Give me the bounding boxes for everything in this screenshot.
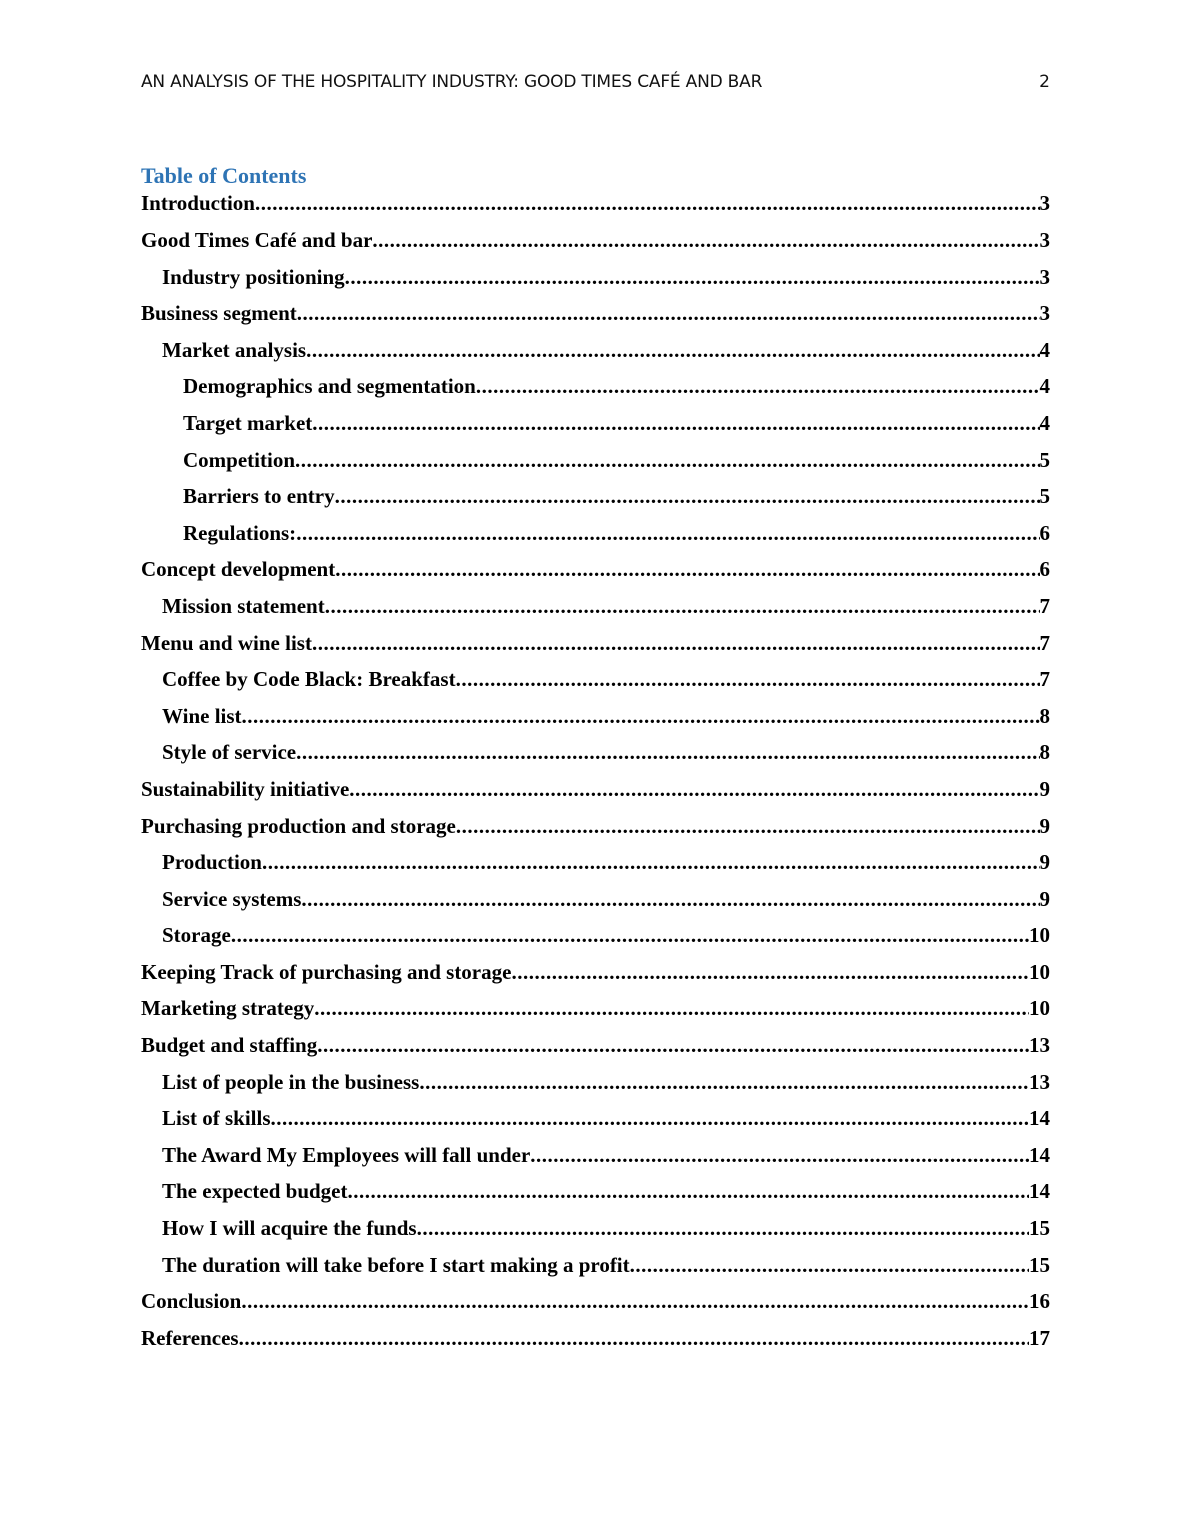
toc-dot-leader bbox=[295, 442, 1040, 479]
toc-entry[interactable] bbox=[141, 1320, 1050, 1357]
toc-entry-label: Coffee by Code Black: Breakfast bbox=[162, 667, 456, 692]
toc-entry-page: 7 bbox=[1039, 593, 1050, 618]
toc-dot-leader bbox=[335, 551, 1039, 588]
toc-entry-label: Target market bbox=[183, 410, 313, 435]
toc-entry-label: Menu and wine list bbox=[141, 630, 312, 655]
toc-entry[interactable] bbox=[141, 368, 1050, 405]
toc-entry[interactable] bbox=[141, 588, 1050, 625]
toc-entry[interactable] bbox=[141, 1247, 1050, 1284]
toc-entry-label: How I will acquire the funds bbox=[162, 1216, 417, 1241]
toc-entry-page: 3 bbox=[1039, 228, 1050, 252]
toc-entry-page: 6 bbox=[1039, 557, 1050, 582]
toc-entry-label: Concept development bbox=[141, 557, 336, 582]
toc-dot-leader bbox=[417, 1210, 1029, 1247]
toc-entry[interactable] bbox=[141, 1173, 1050, 1210]
toc-entry-page: 3 bbox=[1039, 191, 1050, 215]
toc-dot-leader bbox=[456, 808, 1040, 845]
toc-entry[interactable] bbox=[141, 661, 1050, 698]
toc-entry[interactable] bbox=[141, 478, 1050, 515]
toc-entry-label: The Award My Employees will fall under bbox=[162, 1142, 531, 1167]
toc-entry-page: 9 bbox=[1039, 813, 1050, 838]
toc-dot-leader bbox=[231, 917, 1029, 954]
toc-dot-leader bbox=[476, 368, 1040, 405]
toc-entry-label: Production bbox=[162, 850, 262, 875]
toc-entry-page: 10 bbox=[1029, 959, 1050, 984]
toc-dot-leader bbox=[255, 185, 1040, 222]
toc-entry-label: Regulations: bbox=[183, 520, 297, 545]
toc-entry-page: 14 bbox=[1029, 1179, 1050, 1204]
running-header bbox=[141, 72, 1050, 96]
toc-entry-page: 16 bbox=[1029, 1289, 1050, 1314]
toc-dot-leader bbox=[296, 515, 1039, 552]
toc-entry-label: List of people in the business bbox=[162, 1069, 420, 1094]
toc-entry-label: Demographics and segmentation bbox=[183, 374, 476, 399]
toc-entry[interactable] bbox=[141, 1027, 1050, 1064]
toc-entry[interactable] bbox=[141, 222, 1050, 259]
toc-entry-label: References bbox=[141, 1325, 239, 1350]
toc-entry-page: 9 bbox=[1039, 886, 1050, 911]
toc-entry-label: Good Times Café and bar bbox=[141, 228, 373, 252]
toc-dot-leader bbox=[312, 405, 1039, 442]
toc-entry-page: 9 bbox=[1039, 776, 1050, 801]
toc-entry-page: 7 bbox=[1039, 667, 1050, 692]
toc-entry[interactable] bbox=[141, 625, 1050, 662]
toc-entry-label: Introduction bbox=[141, 191, 255, 215]
toc-dot-leader bbox=[372, 222, 1039, 259]
toc-entry[interactable] bbox=[141, 551, 1050, 588]
toc-dot-leader bbox=[306, 332, 1039, 369]
toc-entry-page: 13 bbox=[1029, 1069, 1050, 1094]
toc-entry[interactable] bbox=[141, 515, 1050, 552]
toc-entry-label: Market analysis bbox=[162, 337, 307, 362]
toc-entry-page: 5 bbox=[1039, 484, 1050, 509]
toc-entry-page: 3 bbox=[1039, 301, 1050, 326]
toc-entry[interactable] bbox=[141, 917, 1050, 954]
toc-entry-label: Style of service bbox=[162, 740, 297, 765]
toc-entry-page: 4 bbox=[1039, 337, 1050, 362]
toc-entry-page: 8 bbox=[1039, 703, 1050, 728]
toc-entry-page: 7 bbox=[1039, 630, 1050, 655]
toc-entry-page: 10 bbox=[1029, 923, 1050, 948]
toc-dot-leader bbox=[335, 478, 1040, 515]
toc-entry[interactable] bbox=[141, 698, 1050, 735]
toc-entry[interactable] bbox=[141, 734, 1050, 771]
toc-entry-label: Competition bbox=[183, 447, 295, 472]
toc-entry-label: Mission statement bbox=[162, 593, 325, 618]
toc-dot-leader bbox=[312, 625, 1040, 662]
toc-entry-label: Purchasing production and storage bbox=[141, 813, 456, 838]
toc-dot-leader bbox=[296, 734, 1039, 771]
toc-entry-label: The duration will take before I start making a profit bbox=[162, 1252, 630, 1277]
toc-entry-label: Barriers to entry bbox=[183, 484, 335, 509]
toc-entry-label: Conclusion bbox=[141, 1289, 242, 1314]
toc-entry-label: Service systems bbox=[162, 886, 302, 911]
toc-entry-page: 10 bbox=[1029, 996, 1050, 1021]
toc-entry-label: Wine list bbox=[162, 703, 242, 728]
toc-entry[interactable] bbox=[141, 1283, 1050, 1320]
toc-entry[interactable] bbox=[141, 844, 1050, 881]
toc-entry[interactable] bbox=[141, 442, 1050, 479]
page-number: 2 bbox=[1039, 72, 1050, 92]
toc-entry-page: 9 bbox=[1039, 850, 1050, 875]
toc-entry[interactable] bbox=[141, 954, 1050, 991]
toc-entry[interactable] bbox=[141, 259, 1050, 296]
toc-dot-leader bbox=[325, 588, 1040, 625]
toc-dot-leader bbox=[241, 1283, 1029, 1320]
toc-dot-leader bbox=[314, 990, 1029, 1027]
toc-dot-leader bbox=[301, 881, 1039, 918]
toc-entry-label: The expected budget bbox=[162, 1179, 348, 1204]
toc-entry[interactable] bbox=[141, 1100, 1050, 1137]
toc-entry-page: 6 bbox=[1039, 520, 1050, 545]
toc-dot-leader bbox=[530, 1137, 1029, 1174]
toc-entry[interactable] bbox=[141, 405, 1050, 442]
toc-heading: Table of Contents bbox=[141, 163, 307, 188]
toc-entry[interactable] bbox=[141, 1210, 1050, 1247]
table-of-contents bbox=[141, 185, 1050, 1356]
toc-entry[interactable] bbox=[141, 881, 1050, 918]
toc-entry-label: Keeping Track of purchasing and storage bbox=[141, 959, 512, 984]
toc-entry[interactable] bbox=[141, 185, 1050, 222]
toc-entry[interactable] bbox=[141, 332, 1050, 369]
toc-entry-label: Budget and staffing bbox=[141, 1033, 318, 1058]
toc-dot-leader bbox=[511, 954, 1029, 991]
toc-dot-leader bbox=[348, 1173, 1030, 1210]
running-header-title: AN ANALYSIS OF THE HOSPITALITY INDUSTRY: GOOD TIMES CAFÉ AND BAR bbox=[141, 72, 763, 92]
toc-entry-page: 15 bbox=[1029, 1252, 1050, 1277]
toc-entry[interactable] bbox=[141, 808, 1050, 845]
toc-dot-leader bbox=[349, 771, 1039, 808]
toc-dot-leader bbox=[242, 698, 1040, 735]
toc-dot-leader bbox=[239, 1320, 1029, 1357]
toc-dot-leader bbox=[262, 844, 1040, 881]
toc-entry-page: 14 bbox=[1029, 1142, 1050, 1167]
toc-entry-page: 13 bbox=[1029, 1033, 1050, 1058]
toc-entry-label: List of skills bbox=[162, 1106, 271, 1131]
toc-dot-leader bbox=[456, 661, 1040, 698]
toc-entry-page: 4 bbox=[1039, 410, 1050, 435]
toc-entry-page: 4 bbox=[1039, 374, 1050, 399]
toc-entry-label: Business segment bbox=[141, 301, 297, 326]
toc-entry-label: Industry positioning bbox=[162, 264, 345, 289]
toc-entry-page: 17 bbox=[1029, 1325, 1050, 1350]
toc-entry[interactable] bbox=[141, 1137, 1050, 1174]
toc-entry[interactable] bbox=[141, 1064, 1050, 1101]
toc-entry-label: Sustainability initiative bbox=[141, 776, 350, 801]
toc-entry-label: Storage bbox=[162, 923, 231, 948]
toc-entry-page: 8 bbox=[1039, 740, 1050, 765]
toc-entry[interactable] bbox=[141, 771, 1050, 808]
toc-entry-page: 5 bbox=[1039, 447, 1050, 472]
toc-entry-label: Marketing strategy bbox=[141, 996, 315, 1021]
toc-dot-leader bbox=[271, 1100, 1029, 1137]
toc-entry-page: 15 bbox=[1029, 1216, 1050, 1241]
toc-dot-leader bbox=[630, 1247, 1029, 1284]
toc-entry-page: 14 bbox=[1029, 1106, 1050, 1131]
toc-entry[interactable] bbox=[141, 295, 1050, 332]
toc-dot-leader bbox=[297, 295, 1040, 332]
toc-dot-leader bbox=[419, 1064, 1029, 1101]
toc-entry-page: 3 bbox=[1039, 264, 1050, 289]
toc-dot-leader bbox=[345, 259, 1040, 296]
toc-entry[interactable] bbox=[141, 990, 1050, 1027]
toc-dot-leader bbox=[317, 1027, 1029, 1064]
